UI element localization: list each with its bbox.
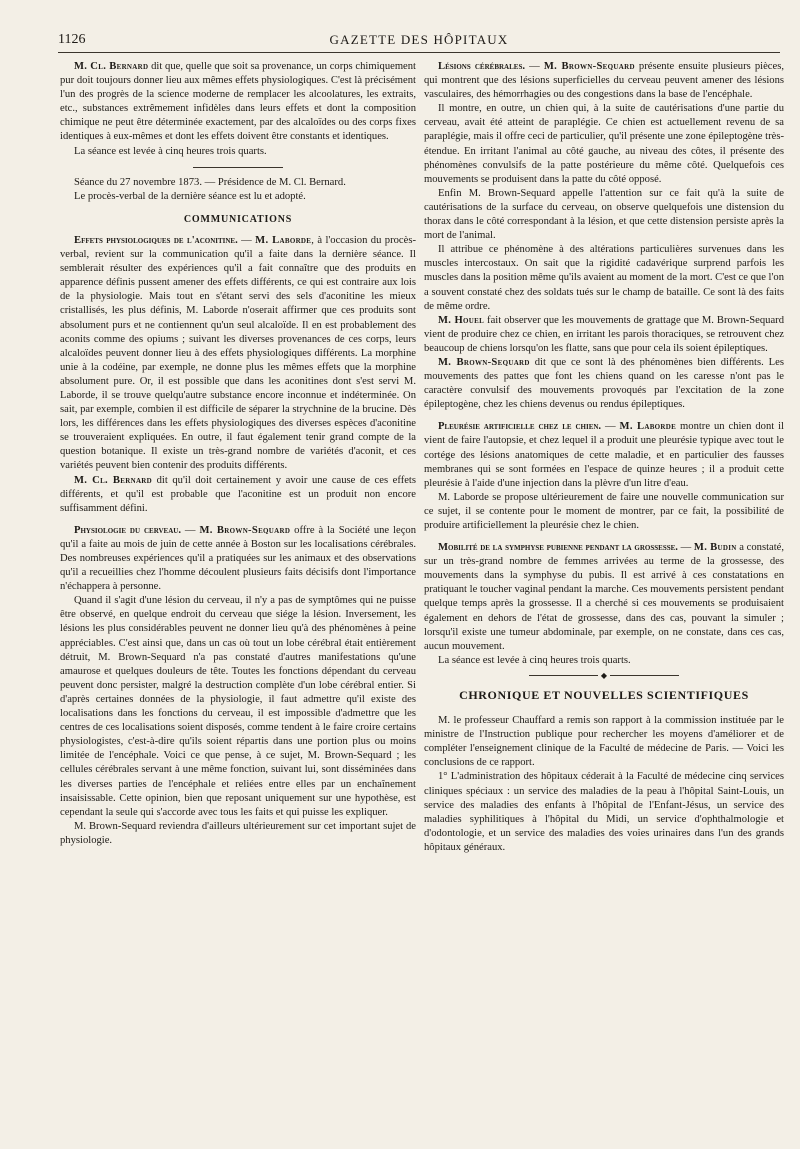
page-number: 1126: [58, 32, 86, 47]
ornament-divider: ◆: [529, 675, 679, 676]
article-symphyse: Mobilité de la symphyse pubienne pendant la grossesse. — M. Budin a constaté, sur un très-grand nombre de femmes arrivées au terme de la grossesse, des mouvements dans la symphyse du pubis. Il est arrivé à ces constatations en pratiquant le toucher vaginal pendant la marche. Ces mouvements persistent pendant quelque temps après la grossesse. Il a cherché si ces mouvements se produisaient également en dehors de l'état de grossesse, dans des cas, pouvant la simuler ; lorsqu'il existe une tumeur abdominale, par exemple, on ne constate, dans ces cas, aucun mouvement.: [424, 542, 784, 652]
paragraph-text: fait observer que les mouvements de grattage que M. Brown-Sequard vient de produire chez ce chien, en irritant les parois thoraciques, se retrouvent chez beaucoup de chiens lorsqu'on les flatte, sans que pour cela ils soient épileptiques.: [424, 314, 784, 354]
paragraph: 1° L'administration des hôpitaux céderait à la Faculté de médecine cinq services cliniques spéciaux : un service des maladies de la peau à l'hôpital Saint-Louis, un service des maladies des enfants à l'hôpital de l'Enfant-Jésus, un service des maladies syphilitiques à l'hôpital du Midi, un service d'ophthalmologie et d'odontologie, et un service des maladies des voies urinaires dans l'un des grands hôpitaux généraux.: [424, 771, 784, 853]
speaker-name: M. Laborde: [255, 234, 312, 246]
paragraph-text: dit que ce sont là des phénomènes bien différents. Les mouvements des pattes que font les chiens quand on les caresse n'ont pas le caractère convulsif des mouvements provoqués par l'excitation de la zone épileptogène, chez les chiens devenus ou rendus épileptiques.: [424, 356, 784, 411]
paragraph-text: dit que, quelle que soit sa provenance, un corps chimiquement pur doit toujours donner lieu aux mêmes effets physiologiques. C'est là précisément l'un des progrès de la science moderne de remplacer les alcoolatures, les extraits, etc., substances extrêmement infidèles dans leurs effets et dont la composition chimique ne peut être déterminée exactement, par des alcaloïdes ou des corps fixes identiques à eux-mêmes et dont les effets doivent être constants et identiques.: [60, 61, 416, 143]
speaker-name: M. Brown-Sequard: [438, 356, 530, 368]
speaker-name: M. Laborde: [619, 421, 677, 433]
minutes-line: Le procès-verbal de la dernière séance est lu et adopté.: [74, 190, 306, 202]
paragraph: [424, 356, 784, 412]
journal-title: GAZETTE DES HÔPITAUX: [329, 32, 509, 47]
paragraph: Il montre, en outre, un chien qui, à la suite de cautérisations d'une partie du cerveau, avait été atteint de paraplégie. Ce chien est actuellement revenu de sa paraplégie, mais il offre ceci de particulier, qu'il présente une zone épileptogène très-étendue. En irritant l'animal au côté gauche, au niveau des côtes, il présente des phénomènes convulsifs de la patte postérieure du même côté. Quelquefois ces mouvements se produisent dans la patte du côté opposé.: [424, 103, 784, 185]
paragraph: [60, 474, 416, 516]
chronique-heading: CHRONIQUE ET NOUVELLES SCIENTIFIQUES: [459, 687, 749, 702]
section-title: Mobilité de la symphyse pubienne pendant la grossesse.: [438, 542, 678, 554]
paragraph: Il attribue ce phénomène à des altérations particulières survenues dans les muscles intercostaux. On sait que la rigidité cadavérique surprend parfois les muscles dans la position même qu'ils avaient au moment de la mort. C'est ce que l'on a souvent constaté chez des soldats tués sur le champ de bataille. Ce sont là des faits de même ordre.: [424, 244, 784, 312]
left-column: [60, 60, 416, 1140]
page-header: [58, 30, 780, 53]
speaker-name: M. Cl. Bernard: [74, 474, 153, 486]
paragraph-text: offre à la Société une leçon qu'il a faite au mois de juin de cette année à Boston sur les localisations cérébrales. Des nombreuses expériences qu'il a pratiquées sur les animaux et des observations qu'il a recueillies chez l'homme découlent plusieurs faits décisifs dont l'importance n'échappera à personne.: [60, 524, 416, 593]
article-pleuresie: Pleurésie artificielle chez le chien. — M. Laborde montre un chien dont il vient de faire l'autopsie, et chez lequel il a produit une pleurésie typique avec tout le cortége des lésions anatomiques de cette maladie, et en particulier des fausses membranes qui se sont formées en l'espace de quinze heures ; il a produit cette pleurésie à l'aide d'une injection dans la plèvre d'un litre d'eau.: [424, 421, 784, 489]
communications-heading: COMMUNICATIONS: [183, 213, 293, 225]
speaker-name: M. Houel: [438, 314, 485, 326]
paragraph-text: montre un chien dont il vient de faire l'autopsie, et chez lequel il a produit une pleurésie typique avec tout le cortége des lésions anatomiques de cette maladie, et en particulier des fausses membranes qui se sont formées en l'espace de quinze heures ; il a produit cette pleurésie à l'aide d'une injection dans la plèvre d'un litre d'eau.: [424, 421, 784, 489]
speaker-name: M. Brown-Sequard: [543, 61, 635, 72]
section-title: Physiologie du cerveau.: [74, 524, 181, 536]
session-closing: La séance est levée à cinq heures trois quarts.: [74, 145, 267, 157]
session-heading: Séance du 27 novembre 1873. — Présidence de M. Cl. Bernard.: [74, 176, 346, 188]
paragraph: Quand il s'agit d'une lésion du cerveau, il n'y a pas de symptômes qui ne puisse être observé, en quelque endroit du cerveau que siége la lésion. Inversement, les lésions les plus considérables peuvent ne donner lieu qu'à des phénomènes à peine appréciables. C'est ainsi que, dans un cas où tout un lobe cérébral était entièrement détruit, M. Brown-Sequard n'a pas constaté d'autres manifestations qu'une amaurose et quelques douleurs de tête. Toutes les fonctions dépendant du cerveau peuvent donc persister, malgré la destruction complète d'un lobe cérébral entier. Si d'après certaines données de la physiologie, il faut admettre qu'il existe des localisations dans les fonctions du cerveau, il est impossible d'admettre que les centres de ces localisations soient disposés, comme tendent à le faire croire certains physiologistes, c'est-à-dire qu'ils soient répartis dans une portion plus ou moins limitée de l'encéphale. Voici ce que pense, à ce sujet, M. Brown-Sequard ; les cellules cérébrales servant à une même fonction, suivant lui, sont disséminées dans les diverses parties de l'encéphale et reliées entre elles par un enchaînement insaisissable. Cette opinion, bien que reposant uniquement sur une hypothèse, est cependant la seule qui s'accorde avec tous les faits et qui puisse les expliquer.: [60, 595, 416, 818]
paragraph-text: présente ensuite plusieurs pièces, qui montrent que des lésions superficielles du cerveau peuvent amener des lésions vasculaires, des hémorrhagies ou des congestions dans la base de l'encéphale.: [424, 61, 784, 101]
paragraph: M. le professeur Chauffard a remis son rapport à la commission instituée par le ministre de l'Instruction publique pour rechercher les moyens d'améliorer et de compléter l'enseignement clinique de la Faculté de médecine de Paris. — Voici les conclusions de ce rapport.: [424, 715, 784, 769]
section-title: Pleurésie artificielle chez le chien.: [438, 421, 602, 433]
divider: [193, 167, 283, 168]
paragraph: [60, 60, 416, 145]
paragraph-text: a constaté, sur un très-grand nombre de femmes arrivées au terme de la grossesse, des mouvements dans la symphyse du pubis. Il est arrivé à ces constatations en pratiquant le toucher vaginal pendant la marche. Ces mouvements persistent pendant quelque temps après la grossesse. Il a cherché si ces mouvements se produisaient également en dehors de l'état de grossesse, dans des cas, pouvant la simuler ; lorsqu'il existe une tumeur abdominale, par exemple, on ne constate, dans ces cas, aucun mouvement.: [424, 542, 784, 652]
speaker-name: M. Budin: [693, 542, 737, 554]
paragraph: Enfin M. Brown-Sequard appelle l'attention sur ce fait qu'à la suite de cautérisations de la surface du cerveau, on observe quelquefois une distension du thorax dans le côté correspondant à la lésion, et que cette distension persiste après la mort de l'animal.: [424, 187, 784, 242]
section-title: Effets physiologiques de l'aconitine.: [74, 234, 238, 246]
article-cerveau: Physiologie du cerveau. — M. Brown-Sequard offre à la Société une leçon qu'il a faite au mois de juin de cette année à Boston sur les localisations cérébrales. Des nombreuses expériences qu'il a pratiquées sur les animaux et des observations qu'il a recueillies chez l'homme découlent plusieurs faits décisifs dont l'importance n'échappera à personne.: [60, 524, 416, 593]
session-closing: La séance est levée à cinq heures trois quarts.: [438, 654, 631, 666]
paragraph-text: dit qu'il doit certainement y avoir une cause de ces effets différents, et qu'il est probable que l'aconitine est un produit non encore suffisamment défini.: [60, 474, 416, 514]
paragraph: M. Laborde se propose ultérieurement de faire une nouvelle communication sur ce sujet, il se contente pour le moment de montrer, par ce fait, la possibilité de produire artificiellement la pleurésie chez le chien.: [424, 491, 784, 531]
article-lesions: Lésions cérébrales. — M. Brown-Sequard présente ensuite plusieurs pièces, qui montrent que des lésions superficielles du cerveau peuvent amener des lésions vasculaires, des hémorrhagies ou des congestions dans la base de l'encéphale.: [424, 61, 784, 101]
right-column: [424, 60, 784, 1140]
paragraph-text: , à l'occasion du procès-verbal, revient sur la communication qu'il a faite dans la dernière séance. Il semblerait résulter des expériences qu'il a fait connaître que des produits en apparence définis pussent amener des effets différents, ce qui est contraire aux lois de la physiologie. Mais tout en s'étant servi des sels d'aconitine les mieux cristallisés, les plus définis, M. Laborde n'oserait affirmer que ces produits sont absolument purs et ne contiennent qu'un seul alcaloïde. Il en est probablement des aconits comme des opiums ; suivant les diverses provenances de ces corps, leurs alcaloïdes peuvent donner lieu à des effets physiologiques différents. La morphine unie à la codéine, par exemple, ne donne plus les mêmes effets que la morphine absolument pure. Or, il est possible que dans les aconitines dont s'est servi M. Laborde, il se trouve quelqu'autre substance encore inconnue et indéterminée. On sait, par exemple, combien il est difficile de séparer la strychnine de la brucine. Dès lors, les différences dans les effets physiologiques des diverses espèces d'aconitine se trouveraient expliquées. En outre, il faut également tenir grand compte de la question botanique. Il existe un très-grand nombre de variétés d'aconit, et ces variétés peuvent bien contenir des produits différents.: [60, 234, 416, 472]
paragraph: [424, 314, 784, 356]
speaker-name: M. Brown-Sequard: [199, 524, 291, 536]
article-aconitine: Effets physiologiques de l'aconitine. — M. Laborde, à l'occasion du procès-verbal, revient sur la communication qu'il a faite dans la dernière séance. Il semblerait résulter des expériences qu'il a fait connaître que des produits en apparence définis pussent amener des effets différents, ce qui est contraire aux lois de la physiologie. Mais tout en s'étant servi des sels d'aconitine les mieux cristallisés, les plus définis, M. Laborde n'oserait affirmer que ces produits sont absolument purs et ne contiennent qu'un seul alcaloïde. Il en est probablement des aconits comme des opiums ; suivant les diverses provenances de ces corps, leurs alcaloïdes peuvent donner lieu à des effets physiologiques différents. La morphine unie à la codéine, par exemple, ne donne plus les mêmes effets que la morphine absolument pure. Or, il est possible que dans les aconitines dont s'est servi M. Laborde, il se trouve quelqu'autre substance encore inconnue et indéterminée. On sait, par exemple, combien il est difficile de séparer la strychnine de la brucine. Dès lors, les différences dans les effets physiologiques des diverses espèces d'aconitine se trouveraient expliquées. En outre, il faut également tenir grand compte de la question botanique. Il existe un très-grand nombre de variétés d'aconit, et ces variétés peuvent bien contenir des produits différents.: [60, 234, 416, 472]
section-title: Lésions cérébrales.: [438, 61, 525, 72]
speaker-name: M. Cl. Bernard: [74, 61, 149, 72]
paragraph: M. Brown-Sequard reviendra d'ailleurs ultérieurement sur cet important sujet de physiologie.: [60, 820, 416, 846]
